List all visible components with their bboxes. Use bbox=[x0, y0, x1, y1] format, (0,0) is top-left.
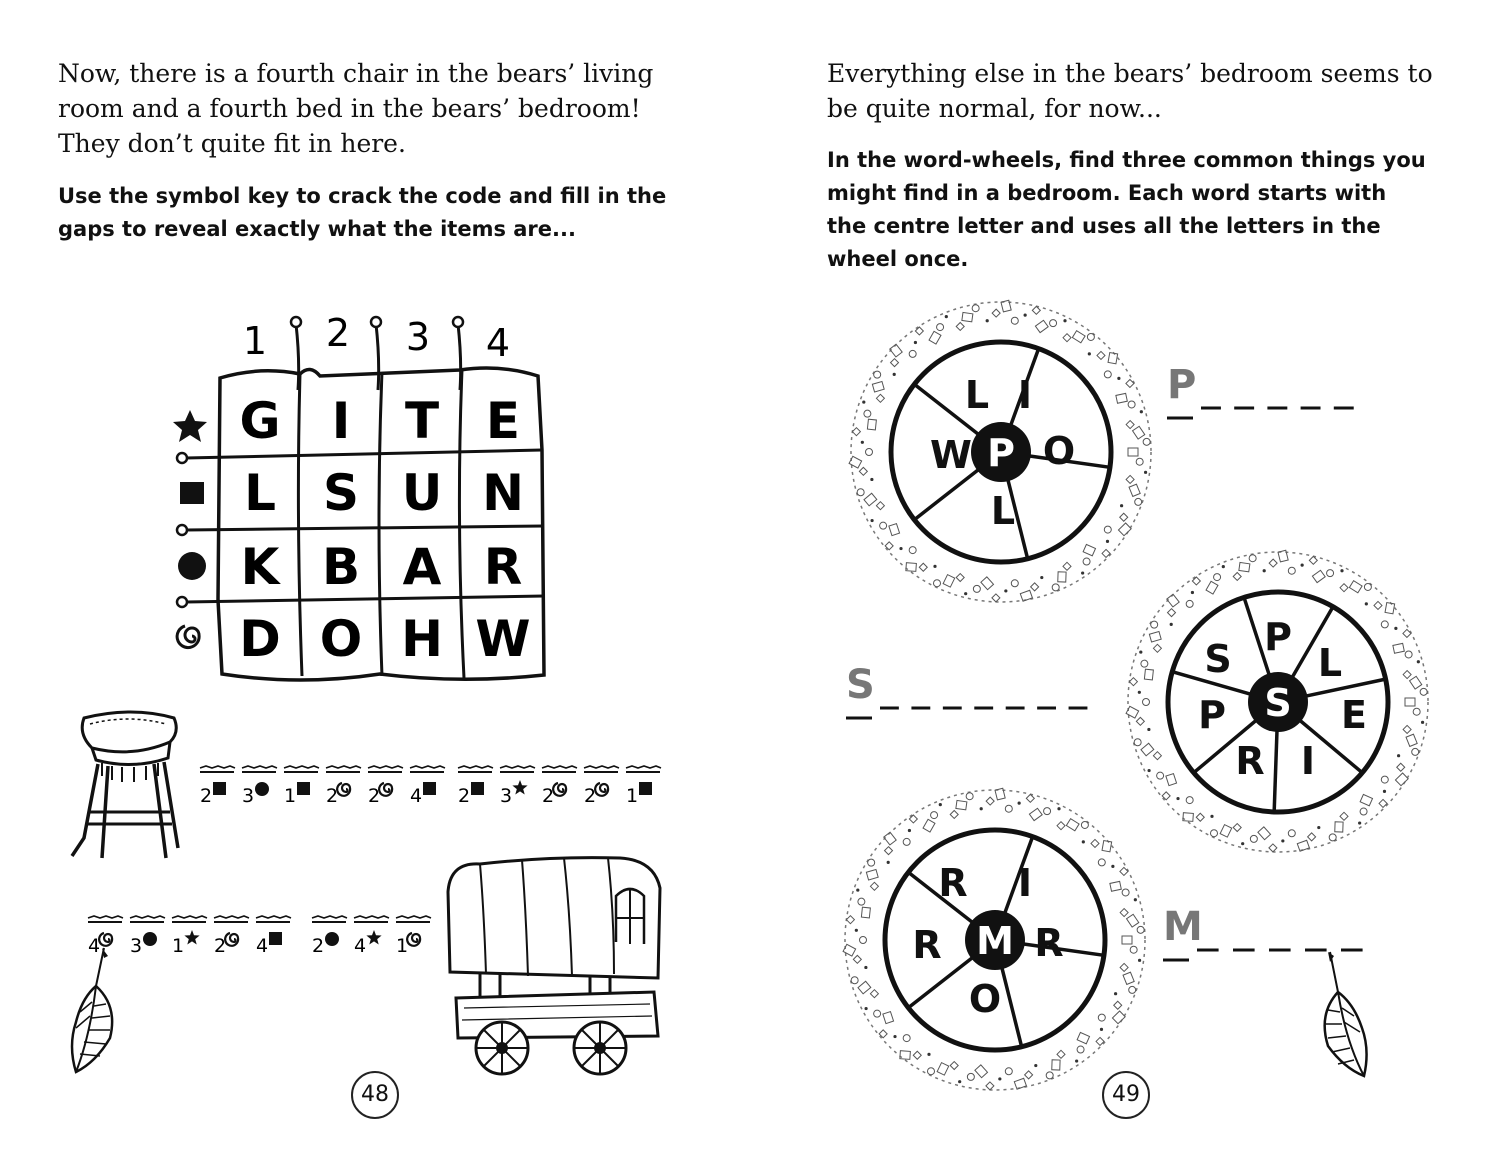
swirl-icon bbox=[379, 783, 392, 796]
grid-letter: U bbox=[401, 464, 443, 522]
circle-icon bbox=[325, 932, 339, 946]
code-number: 2 bbox=[214, 935, 227, 957]
page-number-49: 49 bbox=[1102, 1071, 1150, 1119]
square-icon bbox=[297, 782, 310, 795]
wheel-letter: L bbox=[964, 373, 990, 417]
page-number-48: 48 bbox=[351, 1071, 399, 1119]
grid-letter: K bbox=[240, 538, 280, 596]
grid-letter: E bbox=[485, 392, 521, 450]
wheel-letter: O bbox=[968, 977, 1002, 1021]
wheel-letter: S bbox=[1204, 637, 1232, 681]
pin-icon bbox=[177, 453, 187, 463]
code-number: 2 bbox=[368, 785, 381, 807]
code-number: 2 bbox=[326, 785, 339, 807]
answer-line-3[interactable] bbox=[1163, 904, 1363, 960]
column-number-1: 1 bbox=[242, 319, 268, 363]
star-icon bbox=[184, 930, 199, 945]
wheel-letter: I bbox=[1017, 373, 1033, 417]
circle-icon bbox=[143, 932, 157, 946]
right-page bbox=[750, 0, 1500, 1151]
wheel-letter: O bbox=[1042, 429, 1076, 473]
grid-letter: N bbox=[482, 464, 524, 522]
pin-icon bbox=[291, 317, 301, 327]
grid-letter: R bbox=[483, 538, 523, 596]
code-number: 3 bbox=[500, 785, 513, 807]
wheel-letter: W bbox=[930, 433, 972, 477]
grid-letter: L bbox=[244, 464, 276, 522]
swirl-icon bbox=[99, 933, 112, 946]
code-number: 1 bbox=[396, 935, 409, 957]
code-number: 1 bbox=[172, 935, 185, 957]
grid-letter: A bbox=[402, 538, 442, 596]
code-row-stool bbox=[196, 758, 666, 818]
column-number-3: 3 bbox=[405, 315, 431, 359]
code-number: 2 bbox=[542, 785, 555, 807]
word-wheel-3 bbox=[843, 788, 1145, 1090]
star-icon bbox=[173, 410, 207, 442]
square-icon bbox=[471, 782, 484, 795]
word-wheel-1 bbox=[849, 300, 1151, 602]
circle-icon bbox=[178, 552, 206, 580]
swirl-icon bbox=[407, 933, 420, 946]
code-number: 1 bbox=[626, 785, 639, 807]
wheel-letter: I bbox=[1017, 861, 1033, 905]
swirl-icon bbox=[225, 933, 238, 946]
code-number: 4 bbox=[410, 785, 423, 807]
grid-letter: S bbox=[322, 464, 360, 522]
pin-icon bbox=[177, 525, 187, 535]
wheel-letter: I bbox=[1300, 739, 1316, 783]
symbol-key-grid bbox=[160, 300, 560, 690]
code-number: 2 bbox=[584, 785, 597, 807]
swirl-icon bbox=[553, 783, 566, 796]
wheel-letter: R bbox=[1034, 921, 1064, 965]
grid-letter: W bbox=[475, 610, 531, 668]
code-number: 2 bbox=[458, 785, 471, 807]
answer-line-1[interactable] bbox=[1167, 362, 1354, 418]
pin-icon bbox=[453, 317, 463, 327]
square-icon bbox=[180, 482, 204, 504]
square-icon bbox=[213, 782, 226, 795]
wheel-center-letter: M bbox=[976, 919, 1014, 963]
answer-line-2[interactable] bbox=[846, 662, 1087, 718]
wheel-center-letter: P bbox=[987, 431, 1015, 475]
code-row-wagon bbox=[84, 908, 444, 968]
stool-illustration bbox=[62, 708, 192, 868]
wheel-letter: L bbox=[1317, 641, 1343, 685]
code-number: 3 bbox=[242, 785, 255, 807]
star-icon bbox=[366, 930, 381, 945]
column-number-2: 2 bbox=[325, 311, 351, 355]
grid-letter: T bbox=[404, 392, 440, 450]
circle-icon bbox=[255, 782, 269, 796]
word-wheels bbox=[750, 280, 1500, 1100]
code-number: 4 bbox=[88, 935, 101, 957]
right-intro-text: Everything else in the bears’ bedroom seems to be quite normal, for now... bbox=[827, 59, 1433, 123]
pin-icon bbox=[371, 317, 381, 327]
swirl-icon bbox=[595, 783, 608, 796]
grid-letter: O bbox=[319, 610, 363, 668]
square-icon bbox=[423, 782, 436, 795]
left-intro-text: Now, there is a fourth chair in the bears’ living room and a fourth bed in the bears’ bedroom! They don’t quite fit in here. bbox=[58, 59, 654, 158]
code-number: 4 bbox=[256, 935, 269, 957]
swirl-icon bbox=[337, 783, 350, 796]
right-instruction-text: In the word-wheels, find three common things you might find in a bedroom. Each word starts with the centre letter and uses all the letters in the wheel once. bbox=[827, 148, 1426, 271]
answer-start-letter: M bbox=[1163, 904, 1203, 950]
code-number: 4 bbox=[354, 935, 367, 957]
code-number: 3 bbox=[130, 935, 143, 957]
grid-letter: G bbox=[239, 392, 281, 450]
square-icon bbox=[639, 782, 652, 795]
wheel-letter: L bbox=[990, 489, 1016, 533]
grid-letter: D bbox=[239, 610, 281, 668]
grid-letter: I bbox=[331, 392, 351, 450]
wheel-center-letter: S bbox=[1264, 681, 1292, 725]
left-instruction-text: Use the symbol key to crack the code and fill in the gaps to reveal exactly what the items are... bbox=[58, 184, 667, 241]
code-number: 2 bbox=[312, 935, 325, 957]
wheel-letter: R bbox=[1235, 739, 1265, 783]
wheel-letter: P bbox=[1264, 615, 1292, 659]
swirl-icon bbox=[177, 626, 199, 648]
feather-icon bbox=[66, 946, 136, 1076]
code-number: 1 bbox=[284, 785, 297, 807]
wheel-letter: E bbox=[1341, 693, 1367, 737]
answer-start-letter: P bbox=[1167, 362, 1197, 408]
feather-icon bbox=[1325, 952, 1367, 1076]
answer-start-letter: S bbox=[846, 662, 875, 708]
code-number: 2 bbox=[200, 785, 213, 807]
grid-letter: H bbox=[401, 610, 443, 668]
covered-wagon-illustration bbox=[440, 852, 670, 1082]
grid-letter: B bbox=[321, 538, 361, 596]
wheel-letter: R bbox=[912, 923, 942, 967]
column-number-4: 4 bbox=[485, 321, 511, 365]
word-wheel-2 bbox=[1126, 550, 1428, 852]
star-icon bbox=[512, 780, 527, 795]
pin-icon bbox=[177, 597, 187, 607]
wheel-letter: P bbox=[1198, 693, 1226, 737]
wheel-letter: R bbox=[938, 861, 968, 905]
square-icon bbox=[269, 932, 282, 945]
